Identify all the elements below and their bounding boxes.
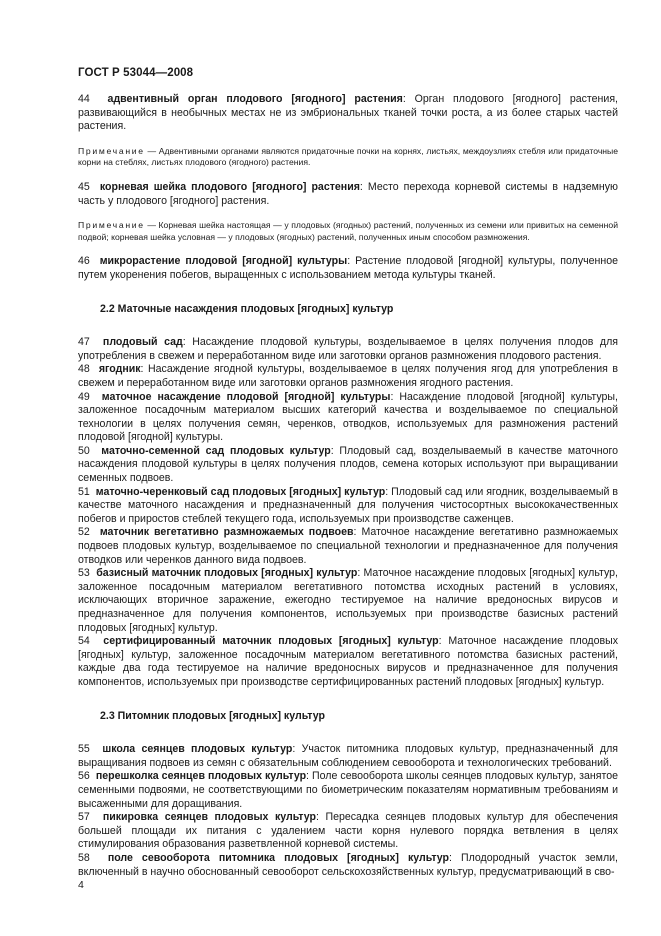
- term-number: 48: [78, 363, 90, 376]
- term-number: 57: [78, 811, 90, 824]
- term-number: 51: [78, 485, 90, 498]
- term-definition: Орган плодового [ягодного] растения, развивающийся в необычных местах не из эмбриональных тканей точки роста, а из более старых частей растения.: [78, 93, 619, 133]
- term-definition: Маточное насаждение вегетативно размножаемых подвоев плодовых культур, возделываемое по специальной технологии и предназначенное для получения отводков или черенков данного вида подвоев.: [78, 526, 619, 566]
- note-44: Примечание — Адвентивными органами являются придаточные почки на корнях, листьях, междоузлиях стебля или придаточные корни на стеблях, листьях плодового (ягодного) растения.: [78, 145, 618, 168]
- term-title: маточник вегетативно размножаемых подвоев: [99, 526, 354, 539]
- term-entry-56: 56 перешколка сеянцев плодовых культур: Поле севооборота школы сеянцев плодовых культур, занятое семенными подвоями, не соответствующими по биометрическим показателям нормативным требованиям и высаженными для доращивания.: [78, 770, 618, 810]
- term-entry-44: 44 адвентивный орган плодового [ягодного] растения: Орган плодового [ягодного] растения, развивающийся в необычных местах не из эмбриональных тканей точки роста, а из более старых частей растения.: [78, 93, 619, 133]
- term-entry-46: 46 микрорастение плодовой [ягодной] культуры: Растение плодовой [ягодной] культуры, полученное путем укоренения побегов, выращенных с использованием метода культуры тканей.: [78, 255, 619, 281]
- term-definition: Пересадка сеянцев плодовых культур для обеспечения большей площади их питания с удалением части корня нулевого порядка ветвления в целях стимулирования образования разветвленной корневой системы.: [78, 811, 618, 851]
- term-title: поле севооборота питомника плодовых [ягодных] культур: [107, 851, 450, 864]
- term-number: 44: [78, 93, 90, 105]
- term-definition: Маточное насаждение плодовых [ягодных] культур, заложенное посадочным материалом вегетативного потомства базисных растений, каждые два года тестируемое на наличие вредоносных вирусов и предназначенное для получения компонентов, используемых при производстве сертифицированных растений плодовых [ягодных] культур.: [78, 635, 619, 688]
- term-entry-58: 58 поле севооборота питомника плодовых [ягодных] культур: Плодородный участок земли, включенный в научно обоснованный севооборот сельскохозяйственных культур, предусматривающий в сво-: [78, 851, 618, 878]
- term-entry-51: 51 маточно-черенковый сад плодовых [ягодных] культур: Плодовый сад или ягодник, возделываемый в качестве маточного насаждения и предназначенный для получения чистосортных высококачественных побегов и приростов стеблей текущего года, используемых при производстве саженцев.: [78, 485, 618, 525]
- term-entry-48: 48 ягодник: Насаждение ягодной культуры, возделываемое в целях получения ягод для употребления в свежем и переработанном виде или заготовки органов размножения ягодного растения.: [78, 363, 618, 389]
- term-entry-53: 53 базисный маточник плодовых [ягодных] культур: Маточное насаждение плодовых [ягодных] культур, заложенное посадочным материалом вегетативного потомства исходных растений в условиях, исключающих вторичное заражение, ежегодно тестируемое на наличие вредоносных вирусов и предназначенное для получения компонентов, используемых при производстве базисных растений плодовых [ягодных] культур.: [78, 567, 619, 634]
- term-definition: Насаждение плодовой культуры, возделываемое в целях получения плодов для употребления в свежем и переработанном виде или заготовки органов размножения плодового растения.: [78, 336, 619, 362]
- term-title: маточно-черенковый сад плодовых [ягодных] культур: [95, 485, 386, 498]
- term-title: пикировка сеянцев плодовых культур: [102, 811, 316, 824]
- page-number: 4: [78, 879, 84, 891]
- note-text: Корневая шейка настоящая — у плодовых (ягодных) растений, полученных из семени или привитых на семенной подвой; корневая шейка условная — у плодовых (ягодных) растений, полученных иным способом размножения.: [78, 220, 618, 242]
- term-title: микрорастение плодовой [ягодной] культуры: [99, 255, 348, 268]
- term-number: 54: [78, 635, 90, 648]
- section-heading-2-2: 2.2 Маточные насаждения плодовых [ягодных] культур: [100, 302, 394, 315]
- term-definition: Плодородный участок земли, включенный в научно обоснованный севооборот сельскохозяйственных культур, предусматривающий в сво-: [78, 851, 618, 878]
- term-number: 58: [78, 851, 90, 864]
- page-content: [78, 93, 618, 879]
- term-definition: Плодовый сад, возделываемый в качестве маточного насаждения плодовой культуры в целях получения плодов, семена которых используют при выращивании семенных подвоев.: [78, 444, 618, 485]
- term-title: корневая шейка плодового [ягодного] растения: [99, 180, 360, 193]
- term-title: школа сеянцев плодовых культур: [102, 743, 293, 756]
- term-title: сертифицированный маточник плодовых [ягодных] культур: [103, 635, 439, 648]
- note-45: Примечание — Корневая шейка настоящая — у плодовых (ягодных) растений, полученных из семени или привитых на семенной подвой; корневая шейка условная — у плодовых (ягодных) растений, полученных иным способом размножения.: [78, 220, 618, 242]
- term-definition: Маточное насаждение плодовых [ягодных] культур, заложенное посадочным материалом вегетативного потомства исходных растений в условиях, исключающих вторичное заражение, ежегодно тестируемое на наличие вредоносных вирусов и предназначенное для получения компонентов, используемых при производстве базисных растений плодовых [ягодных] культур.: [78, 567, 619, 634]
- term-number: 47: [78, 336, 90, 349]
- term-entry-50: 50 маточно-семенной сад плодовых культур: Плодовый сад, возделываемый в качестве маточного насаждения плодовой культуры в целях получения плодов, семена которых используют при выращивании семенных подвоев.: [78, 444, 618, 485]
- term-title: базисный маточник плодовых [ягодных] культур: [96, 567, 358, 580]
- section-heading-2-3: 2.3 Питомник плодовых [ягодных] культур: [100, 709, 325, 722]
- term-definition: Участок питомника плодовых культур, предназначенный для выращивания подвоев из семян с обязательным соблюдением севооборота и технологических требований.: [78, 743, 618, 769]
- note-label: Примечание: [78, 220, 145, 231]
- term-definition: Растение плодовой [ягодной] культуры, полученное путем укоренения побегов, выращенных с использованием метода культуры тканей.: [78, 255, 619, 281]
- term-definition: Плодовый сад или ягодник, возделываемый в качестве маточного насаждения и предназначенный для получения чистосортных высококачественных побегов и приростов стеблей текущего года, используемых при производстве саженцев.: [78, 485, 618, 525]
- term-number: 56: [78, 770, 90, 783]
- term-title: ягодник: [98, 363, 141, 376]
- term-number: 55: [78, 743, 90, 756]
- term-number: 52: [78, 526, 90, 539]
- term-entry-47: 47 плодовый сад: Насаждение плодовой культуры, возделываемое в целях получения плодов для употребления в свежем и переработанном виде или заготовки органов размножения плодового растения.: [78, 336, 619, 362]
- term-number: 53: [78, 567, 90, 580]
- term-title: маточно-семенной сад плодовых культур: [101, 444, 331, 457]
- term-title: маточное насаждение плодовой [ягодной] культуры: [101, 390, 391, 403]
- page-header: ГОСТ Р 53044—2008: [78, 67, 194, 79]
- term-entry-45: 45 корневая шейка плодового [ягодного] растения: Место перехода корневой системы в надземную часть у плодового [ягодного] растения.: [78, 180, 618, 207]
- term-number: 45: [78, 180, 90, 193]
- term-title: перешколка сеянцев плодовых культур: [95, 770, 307, 783]
- term-definition: Насаждение ягодной культуры, возделываемое в целях получения ягод для употребления в свежем и переработанном виде или заготовки органов размножения ягодного растения.: [78, 363, 618, 389]
- term-entry-54: 54 сертифицированный маточник плодовых [ягодных] культур: Маточное насаждение плодовых [ягодных] культур, заложенное посадочным материалом вегетативного потомства базисных растений, каждые два года тестируемое на наличие вредоносных вирусов и предназначенное для получения компонентов, используемых при производстве сертифицированных растений плодовых [ягодных] культур.: [78, 635, 619, 688]
- note-text: Адвентивными органами являются придаточные почки на корнях, листьях, междоузлиях стебля или придаточные корни на стеблях, листьях плодового (ягодного) растения.: [78, 145, 618, 168]
- term-number: 49: [78, 390, 90, 403]
- term-definition: Насаждение плодовой [ягодной] культуры, заложенное посадочным материалом высших категорий качества и возделываемое по специальной технологии в целях получения семян, черенков, отводков, используемых для размножения растений плодовой [ягодной] культуры.: [78, 390, 618, 444]
- term-entry-49: 49 маточное насаждение плодовой [ягодной] культуры: Насаждение плодовой [ягодной] культуры, заложенное посадочным материалом высших категорий качества и возделываемое по специальной технологии в целях получения семян, черенков, отводков, используемых для размножения растений плодовой [ягодной] культуры.: [78, 390, 618, 444]
- term-definition: Поле севооборота школы сеянцев плодовых культур, занятое семенными подвоями, не соответствующими по биометрическим показателям нормативным требованиям и высаженными для доращивания.: [78, 770, 618, 810]
- term-number: 46: [78, 255, 90, 268]
- note-label: Примечание: [78, 145, 145, 156]
- term-title: плодовый сад: [102, 336, 183, 349]
- term-entry-57: 57 пикировка сеянцев плодовых культур: Пересадка сеянцев плодовых культур для обеспечения большей площади их питания с удалением части корня нулевого порядка ветвления в целях стимулирования образования разветвленной корневой системы.: [78, 811, 618, 851]
- term-number: 50: [78, 444, 90, 457]
- term-title: адвентивный орган плодового [ягодного] растения: [107, 93, 403, 105]
- term-definition: Место перехода корневой системы в надземную часть у плодового [ягодного] растения.: [78, 180, 618, 207]
- term-entry-52: 52 маточник вегетативно размножаемых подвоев: Маточное насаждение вегетативно размножаемых подвоев плодовых культур, возделываемое по специальной технологии и предназначенное для получения отводков или черенков данного вида подвоев.: [78, 526, 619, 566]
- term-entry-55: 55 школа сеянцев плодовых культур: Участок питомника плодовых культур, предназначенный для выращивания подвоев из семян с обязательным соблюдением севооборота и технологических требований.: [78, 743, 618, 769]
